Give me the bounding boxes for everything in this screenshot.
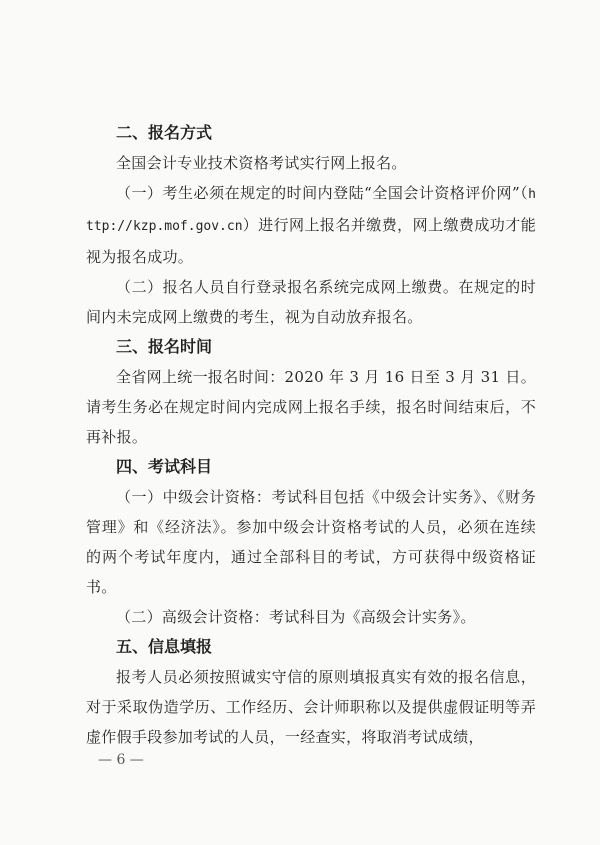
paragraph-honest-filing: 报考人员必须按照诚实守信的原则填报真实有效的报名信息，对于采取伪造学历、工作经历、会计师职称以及提供虚假证明等弄虚作假手段参加考试的人员，一经查实，将取消考试成绩，: [86, 668, 536, 746]
document-body: [86, 118, 536, 752]
section-heading-registration-time: 三、报名时间: [116, 337, 213, 356]
paragraph-online-registration: 全国会计专业技术资格考试实行网上报名。: [116, 154, 407, 172]
paragraph-online-payment: （二）报名人员自行登录报名系统完成网上缴费。在规定的时间内未完成网上缴费的考生，视为自动放弃报名。: [86, 278, 536, 326]
page-number: — 6 —: [98, 752, 144, 768]
section-heading-registration-method: 二、报名方式: [116, 123, 213, 142]
section-heading-information-filing: 五、信息填报: [116, 637, 213, 656]
paragraph-senior-subjects: （二）高级会计资格：考试科目为《高级会计实务》。: [116, 608, 476, 626]
section-heading-exam-subjects: 四、考试科目: [116, 457, 213, 476]
login-text-before: （一）考生必须在规定的时间内登陆“全国会计资格评价网”（: [116, 184, 529, 202]
registration-url: http://kzp.mof.gov.cn: [86, 187, 536, 234]
login-text-after: ）进行网上报名并缴费，网上缴费成功才能视为报名成功。: [86, 216, 536, 266]
paragraph-login-requirement: [86, 178, 536, 272]
paragraph-intermediate-subjects: （一）中级会计资格：考试科目包括《中级会计实务》、《财务管理》和《经济法》。参加中级会计资格考试的人员，必须在连续的两个考试年度内，通过全部科目的考试，方可获得中级资格证书。: [86, 488, 536, 596]
paragraph-registration-period: 全省网上统一报名时间：2020 年 3 月 16 日至 3 月 31 日。请考生务必在规定时间内完成网上报名手续，报名时间结束后，不再补报。: [86, 368, 536, 446]
